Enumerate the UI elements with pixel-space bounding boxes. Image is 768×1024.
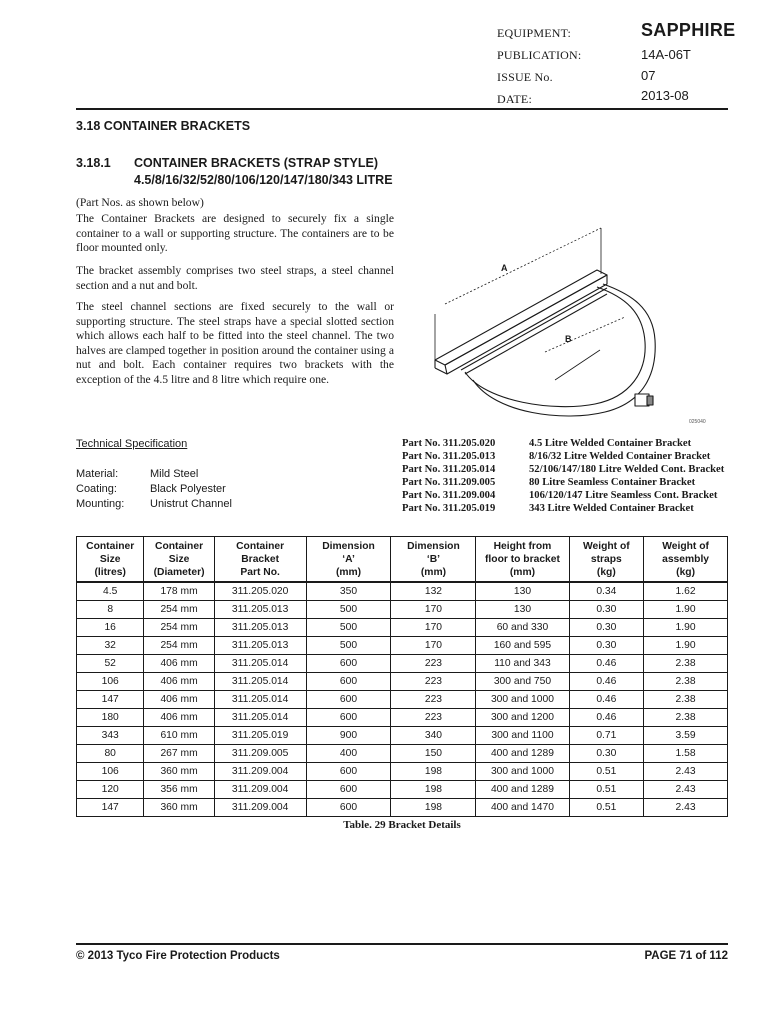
table-cell: 4.5 (77, 582, 144, 601)
table-cell: 406 mm (144, 655, 214, 673)
table-cell: 350 (306, 582, 391, 601)
column-header (644, 537, 728, 583)
footer-page-number: PAGE 71 of 112 (644, 950, 728, 962)
header-rule (76, 108, 728, 110)
table-row (77, 601, 728, 619)
table-cell: 406 mm (144, 709, 214, 727)
part-nos-note: (Part Nos. as shown below) (76, 196, 204, 209)
table-cell: 311.205.013 (214, 601, 306, 619)
table-cell: 0.30 (569, 637, 644, 655)
issue-label: ISSUE No. (497, 70, 553, 84)
table-row (77, 727, 728, 745)
table-cell: 500 (306, 619, 391, 637)
table-cell: 360 mm (144, 799, 214, 817)
section-title: 3.18 CONTAINER BRACKETS (76, 119, 251, 133)
table-cell: 311.205.014 (214, 673, 306, 691)
date-label: DATE: (497, 92, 532, 106)
issue-value: 07 (641, 68, 656, 83)
table-cell: 500 (306, 601, 391, 619)
table-cell: 311.205.013 (214, 619, 306, 637)
table-cell: 198 (391, 799, 476, 817)
table-cell: 223 (391, 691, 476, 709)
table-cell: 2.43 (644, 763, 728, 781)
table-cell: 2.38 (644, 691, 728, 709)
spec-material-value: Mild Steel (150, 468, 199, 480)
table-cell: 0.30 (569, 745, 644, 763)
table-cell: 170 (391, 637, 476, 655)
table-cell: 356 mm (144, 781, 214, 799)
table-cell: 600 (306, 781, 391, 799)
publication-label: PUBLICATION: (497, 48, 582, 62)
table-cell: 300 and 1000 (476, 763, 569, 781)
part-row (402, 476, 724, 489)
table-cell: 132 (391, 582, 476, 601)
column-header-line: (mm) (420, 566, 447, 578)
part-row (402, 450, 724, 463)
column-header (391, 537, 476, 583)
table-cell: 150 (391, 745, 476, 763)
table-cell: 254 mm (144, 637, 214, 655)
table-cell: 254 mm (144, 601, 214, 619)
table-cell: 106 (77, 673, 144, 691)
date-value: 2013-08 (641, 88, 689, 103)
table-cell: 0.51 (569, 799, 644, 817)
column-header-line: Part No. (240, 566, 280, 578)
table-cell: 400 and 1470 (476, 799, 569, 817)
column-header-line: assembly (662, 553, 710, 565)
table-cell: 400 and 1289 (476, 745, 569, 763)
table-cell: 400 and 1289 (476, 781, 569, 799)
column-header-line: Height from (493, 540, 552, 552)
spec-title: Technical Specification (76, 438, 188, 450)
column-header-line: (litres) (94, 566, 126, 578)
table-cell: 3.59 (644, 727, 728, 745)
table-cell: 160 and 595 (476, 637, 569, 655)
column-header (569, 537, 644, 583)
table-cell: 311.205.014 (214, 655, 306, 673)
table-cell: 223 (391, 655, 476, 673)
part-number: Part No. 311.209.004 (402, 490, 496, 501)
part-description: 4.5 Litre Welded Container Bracket (529, 438, 692, 449)
table-cell: 600 (306, 673, 391, 691)
paragraph-installation: The steel channel sections are fixed securely to the wall or supporting structure. The steel straps have a special slotted section which allows each half to be fitted into the steel channel. The two halves are clamped together in position around the container using a nut and bolt. Each container requires two brackets with the exception of the 4.5 litre and 8 litre which require one. (76, 300, 394, 386)
table-cell: 2.38 (644, 709, 728, 727)
table-cell: 2.38 (644, 673, 728, 691)
column-header-line: Dimension (322, 540, 375, 552)
column-header-line: Weight of (582, 540, 630, 552)
table-cell: 311.209.004 (214, 781, 306, 799)
column-header-line: Bracket (241, 553, 280, 565)
table-cell: 311.205.013 (214, 637, 306, 655)
table-cell: 147 (77, 691, 144, 709)
column-header-line: (Diameter) (153, 566, 205, 578)
table-row (77, 582, 728, 601)
table-cell: 343 (77, 727, 144, 745)
equipment-value: SAPPHIRE (641, 20, 736, 40)
column-header-line: ‘A’ (342, 553, 355, 565)
part-description: 8/16/32 Litre Welded Container Bracket (529, 451, 711, 462)
table-cell: 120 (77, 781, 144, 799)
table-row (77, 799, 728, 817)
table-cell: 52 (77, 655, 144, 673)
table-cell: 311.205.014 (214, 691, 306, 709)
part-number: Part No. 311.205.013 (402, 451, 496, 462)
table-cell: 254 mm (144, 619, 214, 637)
table-cell: 267 mm (144, 745, 214, 763)
table-row (77, 763, 728, 781)
table-cell: 1.90 (644, 619, 728, 637)
table-cell: 600 (306, 655, 391, 673)
part-row (402, 502, 724, 515)
table-cell: 32 (77, 637, 144, 655)
equipment-label: EQUIPMENT: (497, 26, 572, 40)
table-cell: 300 and 1100 (476, 727, 569, 745)
part-row (402, 489, 724, 502)
table-cell: 406 mm (144, 691, 214, 709)
table-cell: 406 mm (144, 673, 214, 691)
footer-copyright: © 2013 Tyco Fire Protection Products (76, 950, 280, 962)
table-cell: 400 (306, 745, 391, 763)
table-cell: 0.51 (569, 781, 644, 799)
subsection-title-line1: CONTAINER BRACKETS (STRAP STYLE) (134, 156, 378, 170)
table-cell: 8 (77, 601, 144, 619)
part-row (402, 437, 724, 450)
column-header-line: Size (168, 553, 190, 565)
table-cell: 170 (391, 619, 476, 637)
table-row (77, 709, 728, 727)
table-cell: 180 (77, 709, 144, 727)
column-header-line: floor to bracket (484, 553, 560, 565)
footer-rule (76, 943, 728, 945)
part-number: Part No. 311.209.005 (402, 477, 496, 488)
spec-mounting-value: Unistrut Channel (150, 498, 232, 510)
column-header-line: Dimension (407, 540, 460, 552)
table-cell: 0.71 (569, 727, 644, 745)
table-cell: 600 (306, 763, 391, 781)
table-cell: 1.90 (644, 601, 728, 619)
table-cell: 610 mm (144, 727, 214, 745)
column-header (214, 537, 306, 583)
column-header (144, 537, 214, 583)
table-row (77, 781, 728, 799)
part-number: Part No. 311.205.020 (402, 438, 496, 449)
spec-mounting-key: Mounting: (76, 498, 125, 510)
table-cell: 2.43 (644, 799, 728, 817)
table-cell: 170 (391, 601, 476, 619)
paragraph-intro: The Container Brackets are designed to securely fix a single container to a wall or supporting structure. The containers are to be floor mounted only. (76, 212, 394, 255)
column-header (476, 537, 569, 583)
table-cell: 0.46 (569, 691, 644, 709)
column-header-line: Container (236, 540, 285, 552)
table-cell: 2.43 (644, 781, 728, 799)
part-description: 343 Litre Welded Container Bracket (529, 503, 694, 514)
table-row (77, 691, 728, 709)
table-cell: 311.209.005 (214, 745, 306, 763)
table-cell: 130 (476, 582, 569, 601)
table-cell: 311.205.020 (214, 582, 306, 601)
table-cell: 223 (391, 673, 476, 691)
table-row (77, 637, 728, 655)
part-row (402, 463, 724, 476)
column-header-line: Container (155, 540, 204, 552)
part-number-list (402, 437, 724, 515)
column-header-line: straps (590, 553, 622, 565)
table-cell: 16 (77, 619, 144, 637)
table-cell: 900 (306, 727, 391, 745)
table-row (77, 619, 728, 637)
column-header-line: Container (86, 540, 135, 552)
table-cell: 223 (391, 709, 476, 727)
table-cell: 1.58 (644, 745, 728, 763)
column-header (306, 537, 391, 583)
table-caption: Table. 29 Bracket Details (343, 819, 461, 831)
paragraph-assembly: The bracket assembly comprises two steel straps, a steel channel section and a nut and bolt. (76, 264, 394, 292)
column-header-line: (mm) (509, 566, 536, 578)
column-header (77, 537, 144, 583)
table-cell: 80 (77, 745, 144, 763)
column-header-line: ‘B’ (426, 553, 441, 565)
table-cell: 0.46 (569, 673, 644, 691)
table-cell: 198 (391, 763, 476, 781)
dimension-b-label: B (565, 334, 572, 344)
table-cell: 1.90 (644, 637, 728, 655)
table-cell: 0.30 (569, 619, 644, 637)
spec-coating-value: Black Polyester (150, 483, 226, 495)
part-description: 80 Litre Seamless Container Bracket (529, 477, 696, 488)
table-cell: 300 and 750 (476, 673, 569, 691)
table-cell: 311.205.014 (214, 709, 306, 727)
table-cell: 147 (77, 799, 144, 817)
column-header-line: Weight of (662, 540, 709, 552)
diagram-ref: 025040 (689, 419, 706, 425)
table-cell: 500 (306, 637, 391, 655)
table-cell: 178 mm (144, 582, 214, 601)
column-header-line: (kg) (676, 566, 696, 578)
table-cell: 0.34 (569, 582, 644, 601)
table-cell: 0.46 (569, 655, 644, 673)
table-cell: 600 (306, 799, 391, 817)
column-header-line: Size (99, 553, 121, 565)
table-cell: 0.30 (569, 601, 644, 619)
table-cell: 311.205.019 (214, 727, 306, 745)
table-cell: 106 (77, 763, 144, 781)
publication-value: 14A-06T (641, 47, 691, 62)
bracket-diagram (425, 222, 725, 428)
table-cell: 600 (306, 709, 391, 727)
table-row (77, 745, 728, 763)
table-cell: 1.62 (644, 582, 728, 601)
part-description: 106/120/147 Litre Seamless Cont. Bracket (529, 490, 718, 501)
table-cell: 340 (391, 727, 476, 745)
table-cell: 198 (391, 781, 476, 799)
table-cell: 0.46 (569, 709, 644, 727)
table-cell: 130 (476, 601, 569, 619)
table-row (77, 673, 728, 691)
table-cell: 300 and 1200 (476, 709, 569, 727)
dimension-a-label: A (501, 263, 508, 273)
table-cell: 300 and 1000 (476, 691, 569, 709)
table-cell: 110 and 343 (476, 655, 569, 673)
spec-coating-key: Coating: (76, 483, 117, 495)
table-cell: 600 (306, 691, 391, 709)
table-cell: 360 mm (144, 763, 214, 781)
subsection-title-line2: 4.5/8/16/32/52/80/106/120/147/180/343 LITRE (134, 173, 393, 187)
bracket-details-table (76, 536, 728, 817)
table-cell: 0.51 (569, 763, 644, 781)
spec-material-key: Material: (76, 468, 119, 480)
part-number: Part No. 311.205.019 (402, 503, 496, 514)
table-cell: 311.209.004 (214, 799, 306, 817)
table-cell: 311.209.004 (214, 763, 306, 781)
subsection-number: 3.18.1 (76, 156, 111, 170)
part-number: Part No. 311.205.014 (402, 464, 496, 475)
table-cell: 2.38 (644, 655, 728, 673)
part-description: 52/106/147/180 Litre Welded Cont. Bracket (529, 464, 725, 475)
column-header-line: (mm) (335, 566, 362, 578)
table-row (77, 655, 728, 673)
table-cell: 60 and 330 (476, 619, 569, 637)
column-header-line: (kg) (596, 566, 616, 578)
